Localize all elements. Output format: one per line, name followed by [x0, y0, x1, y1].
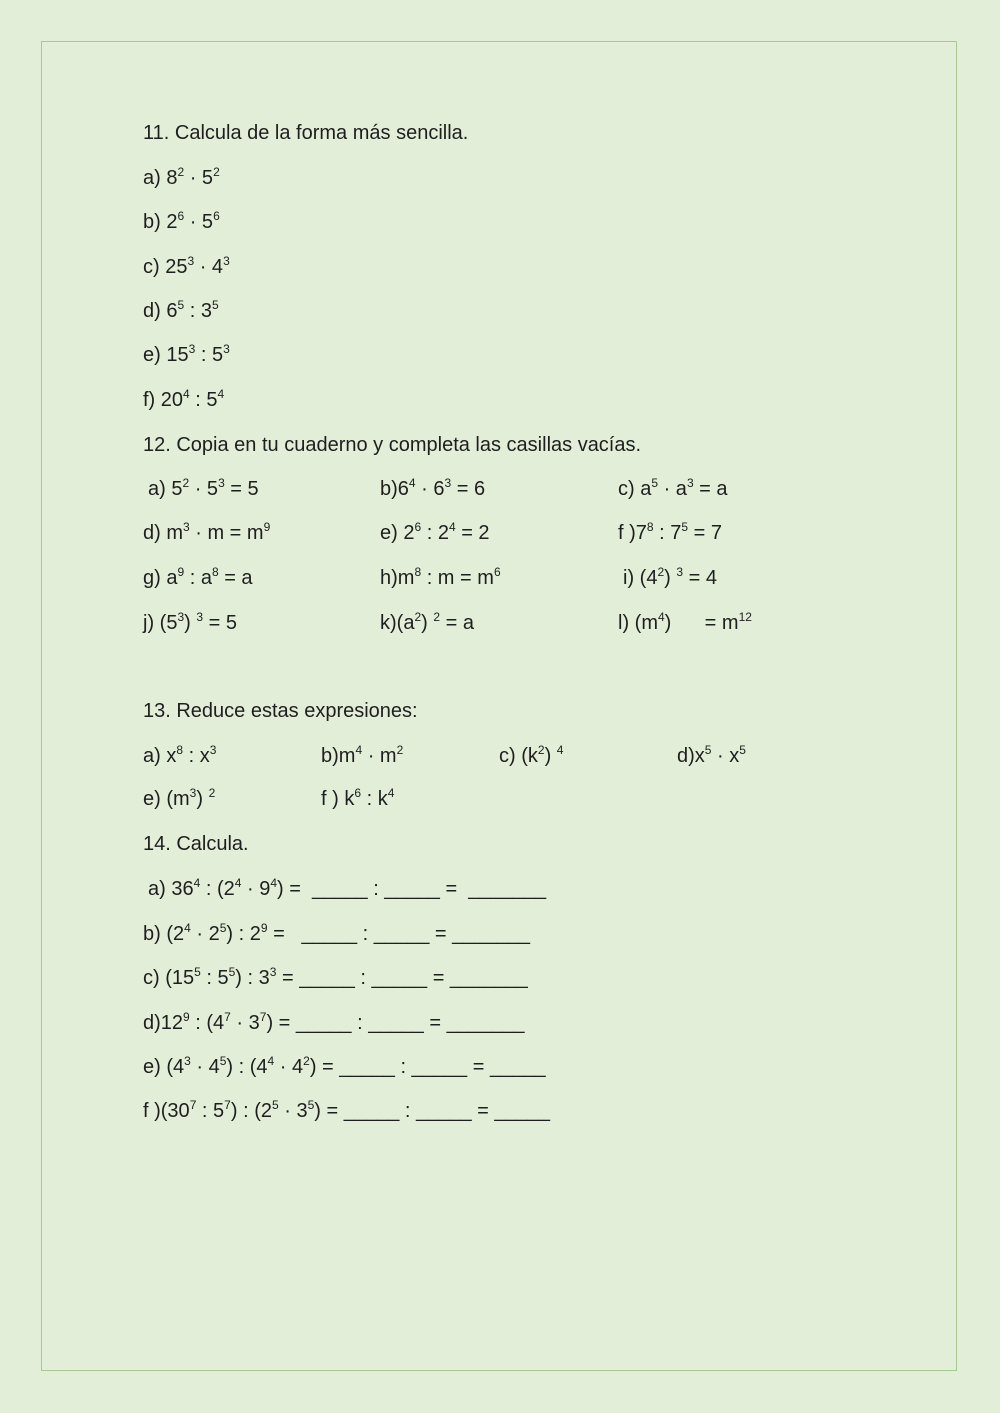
expression-text: · 3	[278, 1100, 308, 1122]
expression-text: e) (4	[143, 1056, 185, 1078]
exercise-12-item	[143, 611, 237, 635]
exponent: 3	[184, 1054, 191, 1068]
expression-text: j) (5	[143, 612, 178, 634]
exponent: 4	[183, 387, 190, 401]
exercise-14-item	[143, 1011, 524, 1035]
expression-text: a) x	[143, 745, 177, 767]
expression-text: · m	[362, 745, 397, 767]
expression-text: c) (k	[499, 745, 538, 767]
exponent: 2	[213, 165, 220, 179]
expression-text: · 4	[190, 1056, 220, 1078]
exercise-13-item	[677, 744, 746, 768]
exponent: 3	[188, 342, 196, 356]
expression-text: · 5	[189, 478, 219, 500]
expression-text: d)x	[677, 745, 705, 767]
expression-text: d)12	[143, 1012, 184, 1034]
exponent: 5	[739, 743, 746, 757]
expression-text: b)6	[380, 478, 409, 500]
exponent: 5	[681, 520, 689, 534]
expression-text: = 2	[455, 522, 490, 544]
expression-text: = _____ : _____ = _______	[267, 923, 531, 945]
expression-text: a) 36	[148, 878, 194, 900]
exponent: 4	[234, 876, 242, 890]
exercise-12-item	[148, 477, 259, 501]
exponent: 2	[657, 565, 665, 579]
expression-text: · 6	[415, 478, 445, 500]
exercise-12-item	[623, 566, 717, 590]
exercise-13-item	[321, 787, 394, 811]
exponent: 3	[196, 610, 204, 624]
exponent: 3	[686, 476, 694, 490]
expression-text: = 7	[688, 522, 722, 544]
expression-text: )	[421, 612, 434, 634]
exercise-12-title: 12. Copia en tu cuaderno y completa las casillas vacías.	[143, 434, 642, 456]
exercise-11-item	[143, 388, 224, 412]
exponent: 8	[646, 520, 654, 534]
exponent: 7	[224, 1010, 231, 1024]
expression-text: f )(30	[143, 1100, 190, 1122]
exponent: 3	[218, 476, 225, 490]
expression-text: )	[544, 745, 557, 767]
exponent: 5	[271, 1098, 279, 1112]
expression-text: ) : 3	[235, 967, 270, 989]
exponent: 6	[213, 209, 220, 223]
exponent: 7	[224, 1098, 231, 1112]
expression-text: ) = _____ : _____ = _______	[277, 878, 547, 900]
exponent: 4	[217, 387, 225, 401]
expression-text: k)(a	[380, 612, 415, 634]
expression-text: ) = m	[664, 612, 739, 634]
exponent: 3	[183, 520, 190, 534]
expression-text: ) : 2	[226, 923, 261, 945]
exponent: 5	[211, 298, 219, 312]
expression-text: : 2	[421, 522, 449, 544]
expression-text: i) (4	[623, 567, 658, 589]
exercise-12-item	[143, 521, 270, 545]
expression-text: ) : (2	[230, 1100, 272, 1122]
exercise-14-item	[143, 1055, 546, 1079]
expression-text: f ) k	[321, 788, 355, 810]
expression-text: f )7	[618, 522, 647, 544]
exercise-12-item	[618, 611, 752, 635]
exponent: 3	[676, 565, 684, 579]
exponent: 9	[260, 921, 268, 935]
exercise-11-item	[143, 166, 220, 190]
expression-text: : (2	[200, 878, 235, 900]
exponent: 3	[223, 254, 230, 268]
expression-text: d) 6	[143, 300, 178, 322]
expression-text: · a	[658, 478, 687, 500]
exponent: 5	[228, 965, 236, 979]
expression-text: · 5	[184, 167, 214, 189]
expression-text: = a	[693, 478, 728, 500]
exercise-11-item	[143, 255, 230, 279]
expression-text: : 5	[195, 344, 224, 366]
exponent: 5	[219, 921, 227, 935]
exponent: 5	[194, 965, 201, 979]
exercise-12-item	[380, 477, 485, 501]
exponent: 6	[354, 786, 362, 800]
expression-text: : x	[183, 745, 210, 767]
expression-text: b) (2	[143, 923, 185, 945]
expression-text: = 4	[683, 567, 717, 589]
expression-text: a) 5	[148, 478, 183, 500]
expression-text: c) a	[618, 478, 652, 500]
exponent: 9	[183, 1010, 190, 1024]
expression-text: d) m	[143, 522, 183, 544]
exponent: 7	[189, 1098, 197, 1112]
expression-text: : 7	[653, 522, 682, 544]
exponent: 5	[307, 1098, 315, 1112]
exponent: 4	[408, 476, 416, 490]
exercise-14-item	[143, 1099, 550, 1123]
expression-text: e) (m	[143, 788, 190, 810]
exponent: 8	[176, 743, 184, 757]
exercise-12-item	[380, 611, 474, 635]
expression-text: · m = m	[189, 522, 264, 544]
exercise-12-item	[618, 477, 728, 501]
exercise-11-item	[143, 299, 219, 323]
exponent: 5	[651, 476, 659, 490]
exponent: 3	[189, 786, 197, 800]
expression-text: = 5	[224, 478, 259, 500]
expression-text: : m = m	[421, 567, 494, 589]
exponent: 4	[556, 743, 564, 757]
exponent: 5	[704, 743, 712, 757]
expression-text: = 5	[203, 612, 237, 634]
expression-text: ) : (4	[226, 1056, 268, 1078]
exponent: 2	[396, 743, 404, 757]
exercise-14-item	[143, 966, 528, 990]
expression-text: a) 8	[143, 167, 178, 189]
exponent: 6	[177, 209, 185, 223]
exercise-13-item	[321, 744, 403, 768]
exponent: 2	[414, 610, 422, 624]
exponent: 6	[493, 565, 501, 579]
expression-text: h)m	[380, 567, 415, 589]
exponent: 3	[269, 965, 277, 979]
expression-text: l) (m	[618, 612, 658, 634]
exponent: 4	[387, 786, 395, 800]
exponent: 3	[444, 476, 452, 490]
expression-text: e) 15	[143, 344, 189, 366]
expression-text: : 5	[200, 967, 229, 989]
exponent: 12	[738, 610, 752, 624]
expression-text: : 5	[189, 389, 218, 411]
exercise-14-item	[143, 922, 530, 946]
expression-text: : a	[184, 567, 212, 589]
exponent: 3	[187, 254, 195, 268]
exponent: 5	[177, 298, 185, 312]
expression-text: )	[184, 612, 197, 634]
expression-text: = 6	[451, 478, 486, 500]
exercise-11-item	[143, 210, 220, 234]
expression-text: · 4	[274, 1056, 304, 1078]
exponent: 7	[259, 1010, 267, 1024]
exponent: 3	[209, 743, 217, 757]
expression-text: = _____ : _____ = _______	[276, 967, 528, 989]
expression-text: f) 20	[143, 389, 184, 411]
expression-text: b) 2	[143, 211, 178, 233]
expression-text: · 2	[190, 923, 220, 945]
exponent: 4	[657, 610, 665, 624]
exponent: 4	[193, 876, 201, 890]
expression-text: = a	[440, 612, 474, 634]
expression-text: )	[664, 567, 677, 589]
expression-text: = a	[218, 567, 253, 589]
exponent: 2	[303, 1054, 310, 1068]
exercise-12-item	[618, 521, 722, 545]
expression-text: ) = _____ : _____ = _______	[266, 1012, 525, 1034]
exercise-13-title: 13. Reduce estas expresiones:	[143, 700, 418, 722]
exponent: 4	[270, 876, 278, 890]
exponent: 2	[182, 476, 190, 490]
exercise-14-item	[148, 877, 546, 901]
expression-text: ) = _____ : _____ = _____	[309, 1056, 546, 1078]
exponent: 9	[177, 565, 185, 579]
expression-text: · 5	[184, 211, 214, 233]
exponent: 4	[184, 921, 191, 935]
expression-text: : 3	[184, 300, 212, 322]
expression-text: · x	[711, 745, 740, 767]
expression-text: · 4	[194, 256, 224, 278]
exercise-13-item	[143, 787, 215, 811]
expression-text: c) 25	[143, 256, 188, 278]
exercise-12-item	[380, 566, 501, 590]
exercise-12-item	[380, 521, 490, 545]
exponent: 2	[177, 165, 185, 179]
expression-text: ) = _____ : _____ = _____	[314, 1100, 551, 1122]
exercise-11-item	[143, 343, 230, 367]
exercise-13-item	[143, 744, 216, 768]
expression-text: : (4	[189, 1012, 225, 1034]
exponent: 5	[219, 1054, 227, 1068]
exponent: 3	[223, 342, 230, 356]
exercise-12-item	[143, 566, 253, 590]
exponent: 9	[263, 520, 271, 534]
exercise-11-title: 11. Calcula de la forma más sencilla.	[143, 122, 469, 144]
exponent: 2	[208, 786, 216, 800]
exponent: 4	[355, 743, 363, 757]
expression-text: · 3	[230, 1012, 260, 1034]
exponent: 4	[267, 1054, 275, 1068]
exponent: 2	[433, 610, 441, 624]
exponent: 8	[211, 565, 219, 579]
expression-text: c) (15	[143, 967, 195, 989]
exponent: 2	[537, 743, 545, 757]
exponent: 3	[177, 610, 185, 624]
exercise-13-item	[499, 744, 563, 768]
exercise-14-title: 14. Calcula.	[143, 833, 249, 855]
expression-text: · 9	[241, 878, 271, 900]
expression-text: : k	[361, 788, 388, 810]
exponent: 6	[414, 520, 422, 534]
expression-text: e) 2	[380, 522, 415, 544]
exponent: 8	[414, 565, 422, 579]
exponent: 4	[448, 520, 456, 534]
expression-text: g) a	[143, 567, 178, 589]
expression-text: : 5	[196, 1100, 225, 1122]
expression-text: )	[196, 788, 209, 810]
expression-text: b)m	[321, 745, 356, 767]
